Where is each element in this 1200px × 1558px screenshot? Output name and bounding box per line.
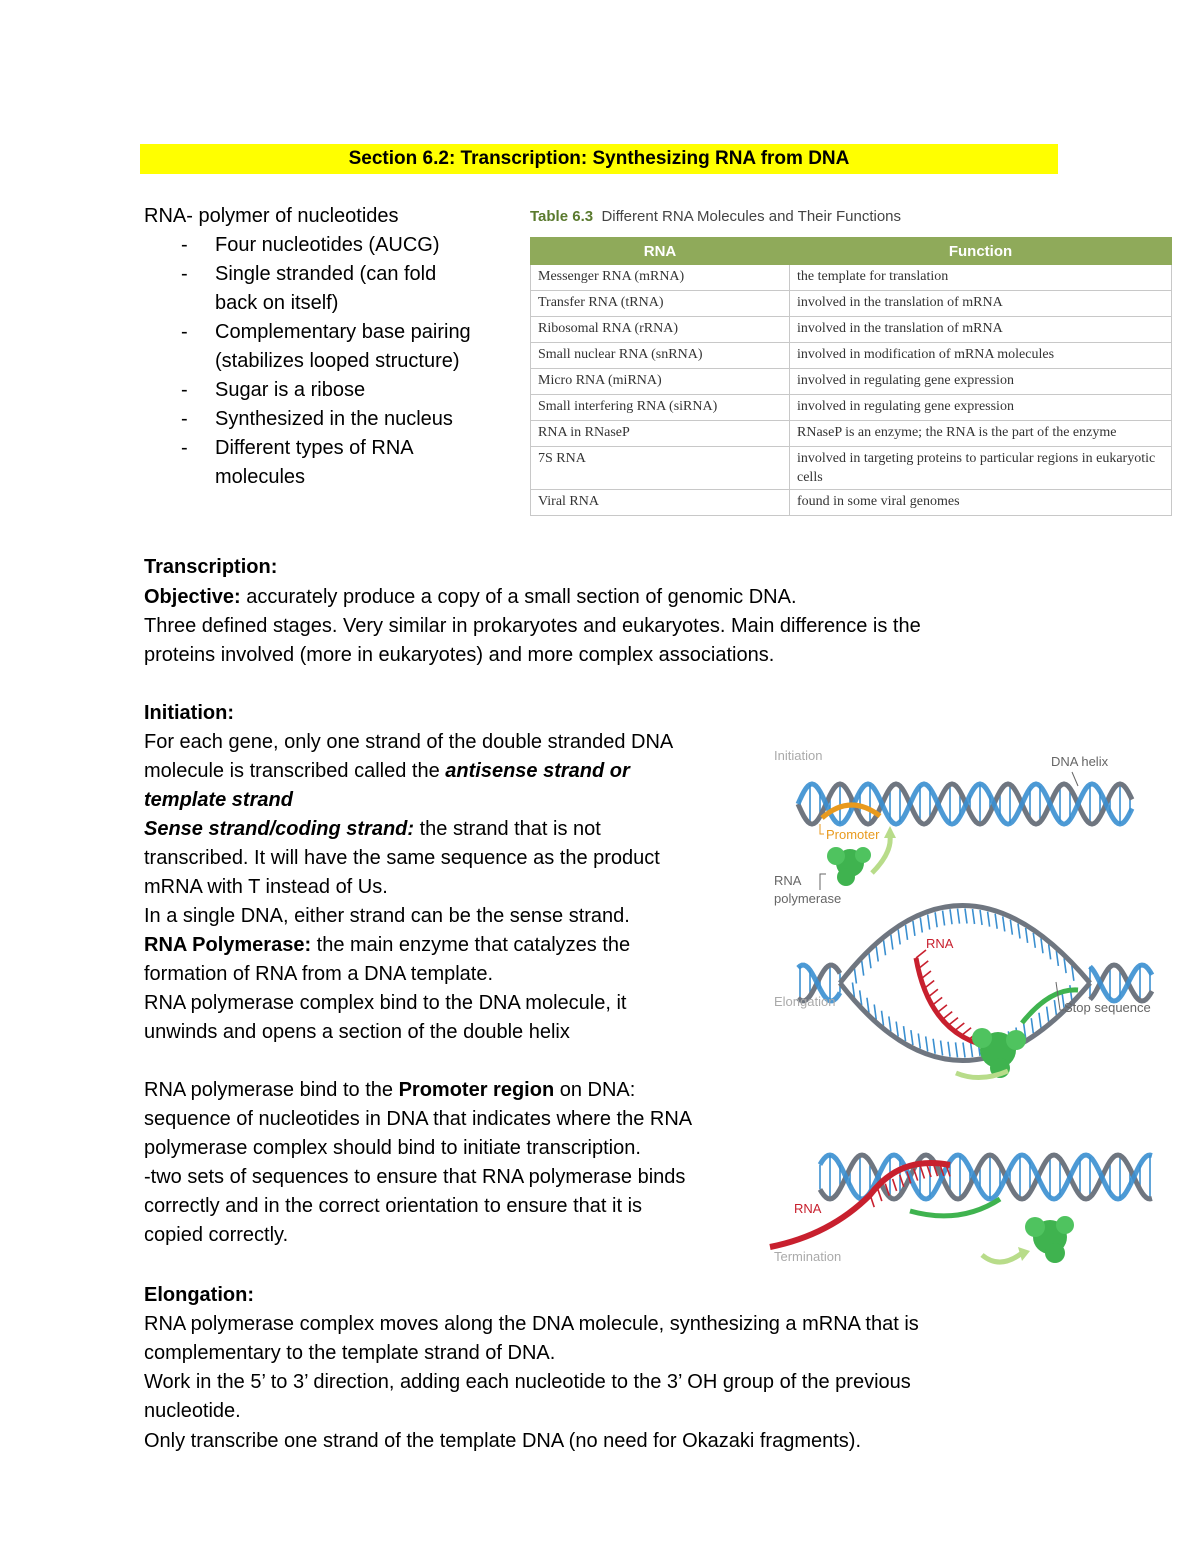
bullet-text: back on itself)	[215, 292, 339, 314]
table-header-rna: RNA	[531, 238, 790, 265]
rna-polymerase-term: RNA Polymerase:	[144, 934, 312, 956]
template-strand-term: template strand	[144, 789, 293, 811]
bullet-marker: -	[181, 437, 188, 459]
bullet-text: Different types of RNA	[215, 437, 414, 459]
objective-label: Objective:	[144, 586, 241, 608]
diagram-label-rna-polymerase-2: polymerase	[774, 891, 842, 906]
table-cell-function: involved in regulating gene expression	[790, 395, 1172, 421]
rna-intro-heading: RNA- polymer of nucleotides	[144, 205, 399, 227]
bullet-text: molecules	[215, 466, 306, 488]
initiation-line-15: -two sets of sequences to ensure that RNA polymerase binds	[144, 1166, 686, 1188]
initiation-line-12	[144, 1076, 635, 1105]
transcription-initiation-elongation-diagram	[760, 738, 1160, 1083]
table-cell-rna: Viral RNA	[531, 490, 790, 516]
initiation-line-8	[144, 931, 630, 960]
bullet-text: Four nucleotides (AUCG)	[215, 234, 440, 256]
table-cell-rna: Ribosomal RNA (rRNA)	[531, 317, 790, 343]
elongation-line-4: nucleotide.	[144, 1400, 241, 1422]
polymerase-bracket	[820, 874, 826, 890]
antisense-strand-term: antisense strand or	[445, 760, 630, 782]
initiation-line-9: formation of RNA from a DNA template.	[144, 963, 494, 985]
transcription-line-2: Three defined stages. Very similar in prokaryotes and eukaryotes. Main difference is the	[144, 615, 921, 637]
table-caption-text: Different RNA Molecules and Their Functions	[601, 208, 902, 225]
table-cell-rna: 7S RNA	[531, 447, 790, 490]
table-row	[531, 490, 1172, 516]
diagram-label-dna-helix: DNA helix	[1051, 754, 1109, 769]
table-cell-function: involved in the translation of mRNA	[790, 317, 1172, 343]
table-row	[531, 291, 1172, 317]
diagram-label-elongation: Elongation	[774, 994, 836, 1009]
bullet-marker: -	[181, 321, 188, 343]
table-cell-rna: Messenger RNA (mRNA)	[531, 265, 790, 291]
objective-line	[144, 583, 797, 612]
table-row	[531, 317, 1172, 343]
table-row	[531, 343, 1172, 369]
transcription-termination-diagram	[760, 1125, 1160, 1275]
promoter-region-term: Promoter region	[398, 1079, 555, 1101]
initiation-line-11: unwinds and opens a section of the double helix	[144, 1021, 570, 1043]
elongation-heading: Elongation:	[144, 1284, 254, 1306]
diagram-label-initiation: Initiation	[774, 748, 823, 763]
initiation-line-2-pre: molecule is transcribed called the	[144, 760, 446, 782]
table-row	[531, 395, 1172, 421]
elongation-line-2: complementary to the template strand of DNA.	[144, 1342, 556, 1364]
initiation-line-14: polymerase complex should bind to initiate transcription.	[144, 1137, 641, 1159]
table-caption-number: Table 6.3	[530, 208, 594, 225]
initiation-line-10: RNA polymerase complex bind to the DNA molecule, it	[144, 992, 627, 1014]
initiation-line-1: For each gene, only one strand of the double stranded DNA	[144, 731, 674, 753]
initiation-line-2	[144, 757, 630, 786]
objective-text: accurately produce a copy of a small section of genomic DNA.	[240, 586, 797, 608]
dna-helix-termination	[820, 1155, 1152, 1216]
transcription-line-3: proteins involved (more in eukaryotes) and more complex associations.	[144, 644, 775, 666]
elongation-arrow	[956, 1071, 1008, 1078]
initiation-line-7: In a single DNA, either strand can be the sense strand.	[144, 905, 630, 927]
table-row	[531, 369, 1172, 395]
diagram-label-promoter: Promoter	[826, 827, 880, 842]
table-cell-function: involved in regulating gene expression	[790, 369, 1172, 395]
bullet-marker: -	[181, 263, 188, 285]
table-row	[531, 421, 1172, 447]
table-cell-function: involved in the translation of mRNA	[790, 291, 1172, 317]
initiation-line-4	[144, 815, 601, 844]
table-header-row	[531, 238, 1172, 265]
initiation-line-12-pre: RNA polymerase bind to the	[144, 1079, 399, 1101]
elongation-line-1: RNA polymerase complex moves along the DNA molecule, synthesizing a mRNA that is	[144, 1313, 919, 1335]
diagram-label-rna-polymerase-1: RNA	[774, 873, 802, 888]
bullet-marker: -	[181, 379, 188, 401]
rna-molecules-table	[530, 237, 1172, 516]
release-arrow	[982, 1253, 1022, 1262]
initiation-line-13: sequence of nucleotides in DNA that indicates where the RNA	[144, 1108, 693, 1130]
initiation-heading: Initiation:	[144, 702, 234, 724]
section-title: Section 6.2: Transcription: Synthesizing RNA from DNA	[348, 148, 850, 169]
initiation-line-16: correctly and in the correct orientation to ensure that it is	[144, 1195, 643, 1217]
initiation-line-6: mRNA with T instead of Us.	[144, 876, 388, 898]
bullet-text: Complementary base pairing	[215, 321, 471, 343]
rna-polymerase-blob-released	[1025, 1216, 1074, 1263]
sense-strand-term: Sense strand/coding strand:	[144, 818, 415, 840]
transcription-heading: Transcription:	[144, 556, 278, 578]
table-cell-rna: Small interfering RNA (siRNA)	[531, 395, 790, 421]
bullet-marker: -	[181, 234, 188, 256]
table-row	[531, 447, 1172, 490]
table-row	[531, 265, 1172, 291]
table-cell-function: found in some viral genomes	[790, 490, 1172, 516]
section-title-bar	[140, 144, 1058, 174]
diagram-label-rna: RNA	[926, 936, 954, 951]
table-cell-rna: Transfer RNA (tRNA)	[531, 291, 790, 317]
table-cell-function: involved in modification of mRNA molecules	[790, 343, 1172, 369]
table-cell-rna: Small nuclear RNA (snRNA)	[531, 343, 790, 369]
initiation-line-5: transcribed. It will have the same sequence as the product	[144, 847, 660, 869]
diagram-label-termination: Termination	[774, 1249, 842, 1264]
elongation-line-5: Only transcribe one strand of the template DNA (no need for Okazaki fragments).	[144, 1430, 862, 1452]
initiation-line-12-post: on DNA:	[554, 1079, 636, 1101]
initiation-line-17: copied correctly.	[144, 1224, 289, 1246]
rna-polymerase-blob-top	[827, 847, 871, 886]
table-cell-function: involved in targeting proteins to particular regions in eukaryotic cells	[790, 447, 1172, 490]
table-header-function: Function	[790, 238, 1172, 265]
table-caption	[530, 208, 901, 225]
table-cell-rna: Micro RNA (miRNA)	[531, 369, 790, 395]
initiation-line-4-rest: the strand that is not	[414, 818, 601, 840]
dna-helix-pointer	[1072, 772, 1078, 786]
bullet-text: Synthesized in the nucleus	[215, 408, 453, 430]
table-cell-rna: RNA in RNaseP	[531, 421, 790, 447]
bullet-text: Single stranded (can fold	[215, 263, 437, 285]
initiation-line-8-rest: the main enzyme that catalyzes the	[311, 934, 631, 956]
table-cell-function: the template for translation	[790, 265, 1172, 291]
diagram-label-rna-termination: RNA	[794, 1201, 822, 1216]
bullet-text: Sugar is a ribose	[215, 379, 366, 401]
table-cell-function: RNaseP is an enzyme; the RNA is the part of the enzyme	[790, 421, 1172, 447]
bullet-marker: -	[181, 408, 188, 430]
bullet-text: (stabilizes looped structure)	[215, 350, 460, 372]
elongation-line-3: Work in the 5’ to 3’ direction, adding each nucleotide to the 3’ OH group of the previous	[144, 1371, 911, 1393]
diagram-label-stop-sequence: Stop sequence	[1064, 1000, 1151, 1015]
promoter-bracket	[820, 824, 824, 834]
binding-arrow-head	[884, 826, 896, 838]
